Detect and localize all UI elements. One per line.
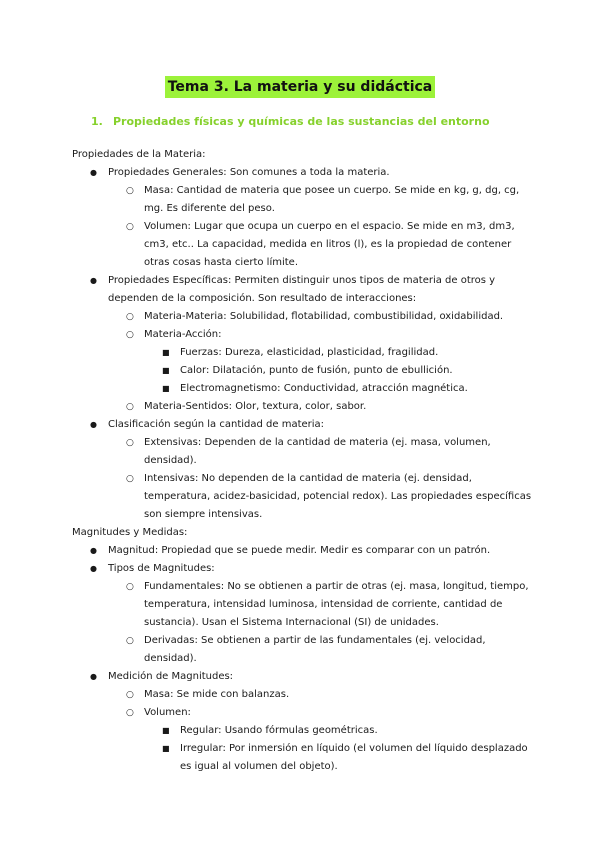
bullet-icon bbox=[90, 560, 97, 578]
circle-bullet-icon bbox=[126, 218, 134, 236]
list-item bbox=[72, 272, 532, 416]
props-heading: Propiedades de la Materia: bbox=[72, 149, 206, 160]
list-item-text: Propiedades Generales: Son comunes a toda la materia. bbox=[108, 167, 390, 178]
list-item bbox=[72, 668, 532, 776]
list-item bbox=[108, 398, 532, 416]
list-item-text: Clasificación según la cantidad de materia: bbox=[108, 419, 325, 430]
list-item-text: Fundamentales: No se obtienen a partir de otras (ej. masa, longitud, tiempo, temperatura, intensidad luminosa, intensidad de corriente, cantidad de sustancia). Usan el Sistema Internacional (SI) de unidades. bbox=[144, 581, 529, 628]
list-item bbox=[108, 326, 532, 398]
sub-list bbox=[108, 578, 532, 668]
bullet-icon bbox=[90, 272, 97, 290]
list-item-text: Volumen: bbox=[144, 707, 191, 718]
bullet-icon bbox=[90, 416, 97, 434]
circle-bullet-icon bbox=[126, 686, 134, 704]
list-item bbox=[72, 542, 532, 560]
list-item bbox=[108, 632, 532, 668]
square-bullet-icon bbox=[162, 362, 170, 380]
props-list bbox=[72, 164, 532, 524]
square-bullet-icon bbox=[162, 380, 170, 398]
circle-bullet-icon bbox=[126, 434, 134, 452]
list-item bbox=[108, 218, 532, 272]
list-item bbox=[72, 560, 532, 668]
list-item-text: Materia-Materia: Solubilidad, flotabilidad, combustibilidad, oxidabilidad. bbox=[144, 311, 504, 322]
section-text: Propiedades físicas y químicas de las sustancias del entorno bbox=[113, 115, 490, 128]
list-item bbox=[144, 722, 532, 740]
list-item-text: Materia-Acción: bbox=[144, 329, 222, 340]
section-heading bbox=[91, 114, 490, 130]
list-item-text: Volumen: Lugar que ocupa un cuerpo en el espacio. Se mide en m3, dm3, cm3, etc.. La capacidad, medida en litros (l), es la propiedad de contener otras cosas hasta cierto límite. bbox=[144, 221, 515, 268]
list-item-text: Tipos de Magnitudes: bbox=[108, 563, 215, 574]
circle-bullet-icon bbox=[126, 632, 134, 650]
list-item bbox=[144, 362, 532, 380]
circle-bullet-icon bbox=[126, 308, 134, 326]
circle-bullet-icon bbox=[126, 326, 134, 344]
circle-bullet-icon bbox=[126, 578, 134, 596]
list-item bbox=[108, 182, 532, 218]
list-item bbox=[144, 740, 532, 776]
sub-sub-list bbox=[144, 344, 532, 398]
square-bullet-icon bbox=[162, 344, 170, 362]
list-item-text: Extensivas: Dependen de la cantidad de materia (ej. masa, volumen, densidad). bbox=[144, 437, 491, 466]
list-item-text: Materia-Sentidos: Olor, textura, color, sabor. bbox=[144, 401, 367, 412]
list-item-text: Intensivas: No dependen de la cantidad de materia (ej. densidad, temperatura, acidez-basicidad, potencial redox). Las propiedades específicas son siempre intensivas. bbox=[144, 473, 532, 520]
sub-list bbox=[108, 686, 532, 776]
list-item bbox=[108, 686, 532, 704]
circle-bullet-icon bbox=[126, 470, 134, 488]
list-item bbox=[72, 416, 532, 524]
square-bullet-icon bbox=[162, 722, 170, 740]
bullet-icon bbox=[90, 668, 97, 686]
list-item-text: Masa: Cantidad de materia que posee un cuerpo. Se mide en kg, g, dg, cg, mg. Es diferente del peso. bbox=[144, 185, 520, 214]
bullet-icon bbox=[90, 164, 97, 182]
list-item-text: Magnitud: Propiedad que se puede medir. Medir es comparar con un patrón. bbox=[108, 545, 491, 556]
sub-list bbox=[108, 434, 532, 524]
list-item bbox=[108, 578, 532, 632]
list-item bbox=[144, 344, 532, 362]
list-item bbox=[72, 164, 532, 272]
list-item-text: Derivadas: Se obtienen a partir de las fundamentales (ej. velocidad, densidad). bbox=[144, 635, 486, 664]
list-item bbox=[144, 380, 532, 398]
magnitudes-heading: Magnitudes y Medidas: bbox=[72, 527, 188, 538]
document-body bbox=[72, 146, 532, 776]
circle-bullet-icon bbox=[126, 182, 134, 200]
list-item-text: Masa: Se mide con balanzas. bbox=[144, 689, 290, 700]
circle-bullet-icon bbox=[126, 398, 134, 416]
list-item-text: Electromagnetismo: Conductividad, atracción magnética. bbox=[180, 383, 468, 394]
list-item-text: Propiedades Específicas: Permiten distinguir unos tipos de materia de otros y dependen de la composición. Son resultado de interacciones: bbox=[108, 275, 496, 304]
bullet-icon bbox=[90, 542, 97, 560]
list-item-text: Calor: Dilatación, punto de fusión, punto de ebullición. bbox=[180, 365, 453, 376]
sub-list bbox=[108, 308, 532, 416]
square-bullet-icon bbox=[162, 740, 170, 758]
list-item bbox=[108, 308, 532, 326]
list-item-text: Fuerzas: Dureza, elasticidad, plasticidad, fragilidad. bbox=[180, 347, 439, 358]
list-item-text: Irregular: Por inmersión en líquido (el volumen del líquido desplazado es igual al volumen del objeto). bbox=[180, 743, 528, 772]
sub-list bbox=[108, 182, 532, 272]
title-wrap bbox=[0, 76, 600, 98]
list-item bbox=[108, 434, 532, 470]
section-number: 1. bbox=[91, 115, 103, 128]
list-item-text: Regular: Usando fórmulas geométricas. bbox=[180, 725, 378, 736]
list-item bbox=[108, 704, 532, 776]
magnitudes-list bbox=[72, 542, 532, 776]
sub-sub-list bbox=[144, 722, 532, 776]
page-title: Tema 3. La materia y su didáctica bbox=[165, 76, 436, 98]
list-item bbox=[108, 470, 532, 524]
circle-bullet-icon bbox=[126, 704, 134, 722]
list-item-text: Medición de Magnitudes: bbox=[108, 671, 234, 682]
